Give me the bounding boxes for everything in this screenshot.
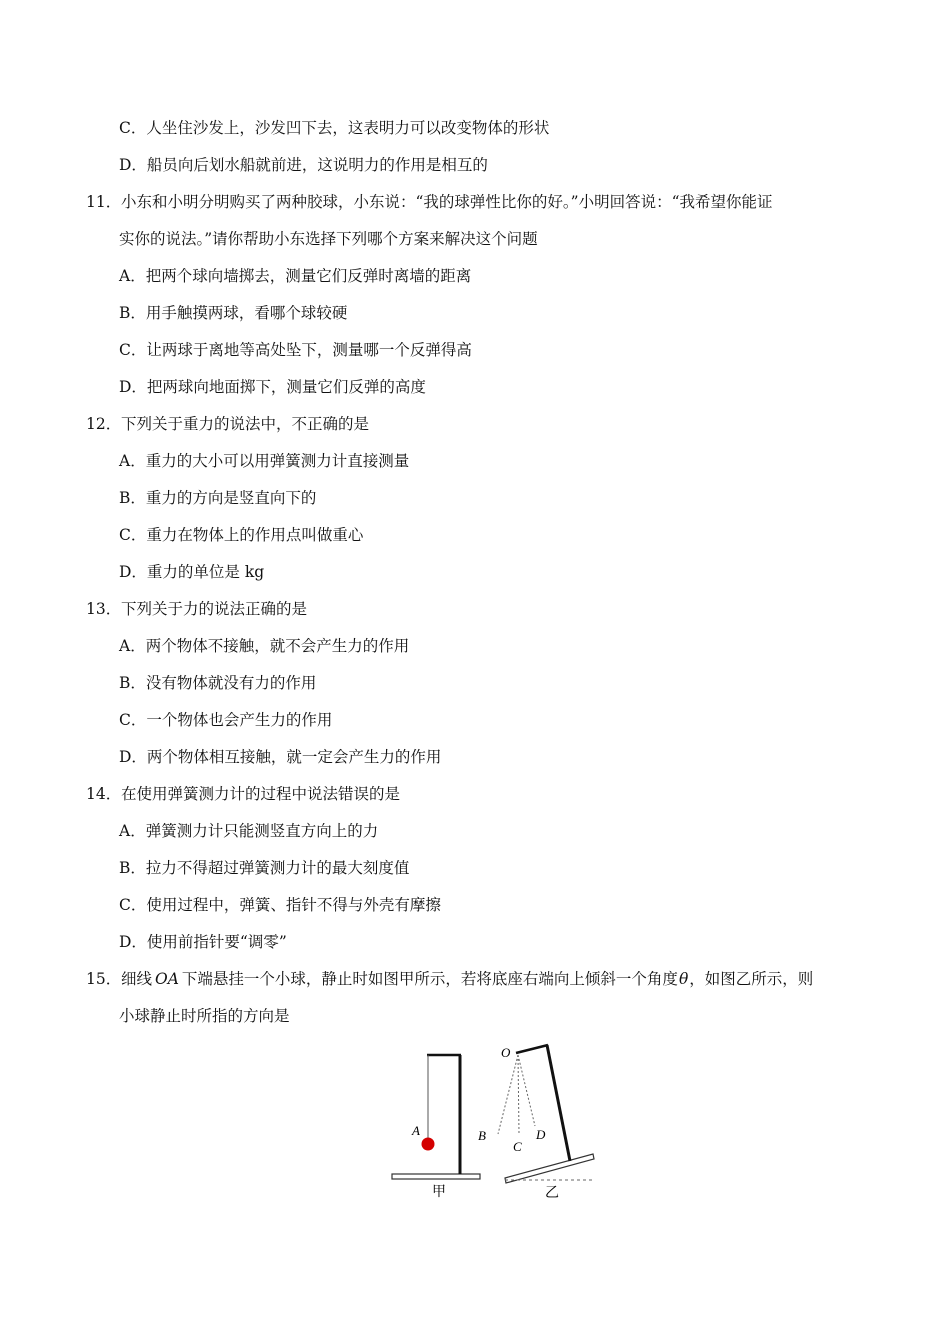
label-b: B <box>478 1128 486 1143</box>
q13-number: 13． <box>86 600 122 618</box>
caption-jia: 甲 <box>432 1184 446 1200</box>
q15-number: 15． <box>86 970 122 988</box>
base-yi <box>505 1154 594 1183</box>
q14-number: 14． <box>86 785 122 803</box>
q14-option-b: B．拉力不得超过弹簧测力计的最大刻度值 <box>119 859 410 877</box>
q11-option-a: A．把两个球向墙掷去，测量它们反弹时离墙的距离 <box>119 267 472 285</box>
label-c: C <box>513 1139 522 1154</box>
q14-option-c: C．使用过程中，弹簧、指针不得与外壳有摩擦 <box>119 896 441 914</box>
q14-option-d: D．使用前指针要“调零” <box>119 933 287 951</box>
q12-option-a: A．重力的大小可以用弹簧测力计直接测量 <box>119 452 410 470</box>
q11-stem-line2: 实你的说法。”请你帮助小东选择下列哪个方案来解决这个问题 <box>119 230 538 248</box>
q11-option-c: C．让两球于离地等高处坠下，测量哪一个反弹得高 <box>119 341 472 359</box>
ball-a <box>422 1138 435 1151</box>
q12-option-b: B．重力的方向是竖直向下的 <box>119 489 317 507</box>
figure-jia <box>392 1055 480 1200</box>
direction-c <box>518 1055 519 1134</box>
direction-b <box>498 1055 518 1134</box>
caption-yi: 乙 <box>545 1185 559 1201</box>
q14-stem: 在使用弹簧测力计的过程中说法错误的是 <box>121 785 401 803</box>
q13-stem: 下列关于力的说法正确的是 <box>121 600 308 618</box>
pendulum-figure <box>380 1038 620 1208</box>
q11-stem-line1: 小东和小明分明购买了两种胶球，小东说：“我的球弹性比你的好。”小明回答说：“我希望你能证 <box>121 193 773 211</box>
q15-text-post: ，如图乙所示，则 <box>689 970 814 988</box>
q15-stem-line2: 小球静止时所指的方向是 <box>119 1007 290 1025</box>
q13-option-c: C．一个物体也会产生力的作用 <box>119 711 333 729</box>
stand-arm-yi <box>516 1045 548 1053</box>
q11-number: 11． <box>86 193 122 211</box>
q13-option-b: B．没有物体就没有力的作用 <box>119 674 317 692</box>
figure-yi <box>478 1045 595 1201</box>
q15-stem-line1 <box>121 969 813 989</box>
q12-stem: 下列关于重力的说法中，不正确的是 <box>121 415 370 433</box>
q10-option-c: C．人坐住沙发上，沙发凹下去，这表明力可以改变物体的形状 <box>119 119 550 137</box>
q11-option-b: B．用手触摸两球，看哪个球较硬 <box>119 304 348 322</box>
q15-oa: OA <box>155 970 179 988</box>
q15-text-mid: 下端悬挂一个小球，静止时如图甲所示，若将底座右端向上倾斜一个角度 <box>181 970 678 988</box>
stand-pole-yi <box>547 1045 570 1161</box>
q12-number: 12． <box>86 415 122 433</box>
q15-text-pre: 细线 <box>121 970 153 988</box>
direction-d <box>518 1055 535 1126</box>
label-d: D <box>536 1127 546 1142</box>
q13-option-a: A．两个物体不接触，就不会产生力的作用 <box>119 637 410 655</box>
base-jia <box>392 1174 480 1179</box>
q14-option-a: A．弹簧测力计只能测竖直方向上的力 <box>119 822 379 840</box>
q12-option-d: D．重力的单位是 kg <box>119 563 265 581</box>
q15-theta: θ <box>678 970 689 988</box>
label-a: A <box>412 1123 420 1138</box>
q12-option-c: C．重力在物体上的作用点叫做重心 <box>119 526 364 544</box>
label-o: O <box>501 1045 511 1060</box>
q13-option-d: D．两个物体相互接触，就一定会产生力的作用 <box>119 748 442 766</box>
q11-option-d: D．把两球向地面掷下，测量它们反弹的高度 <box>119 378 426 396</box>
q10-option-d: D．船员向后划水船就前进，这说明力的作用是相互的 <box>119 156 488 174</box>
